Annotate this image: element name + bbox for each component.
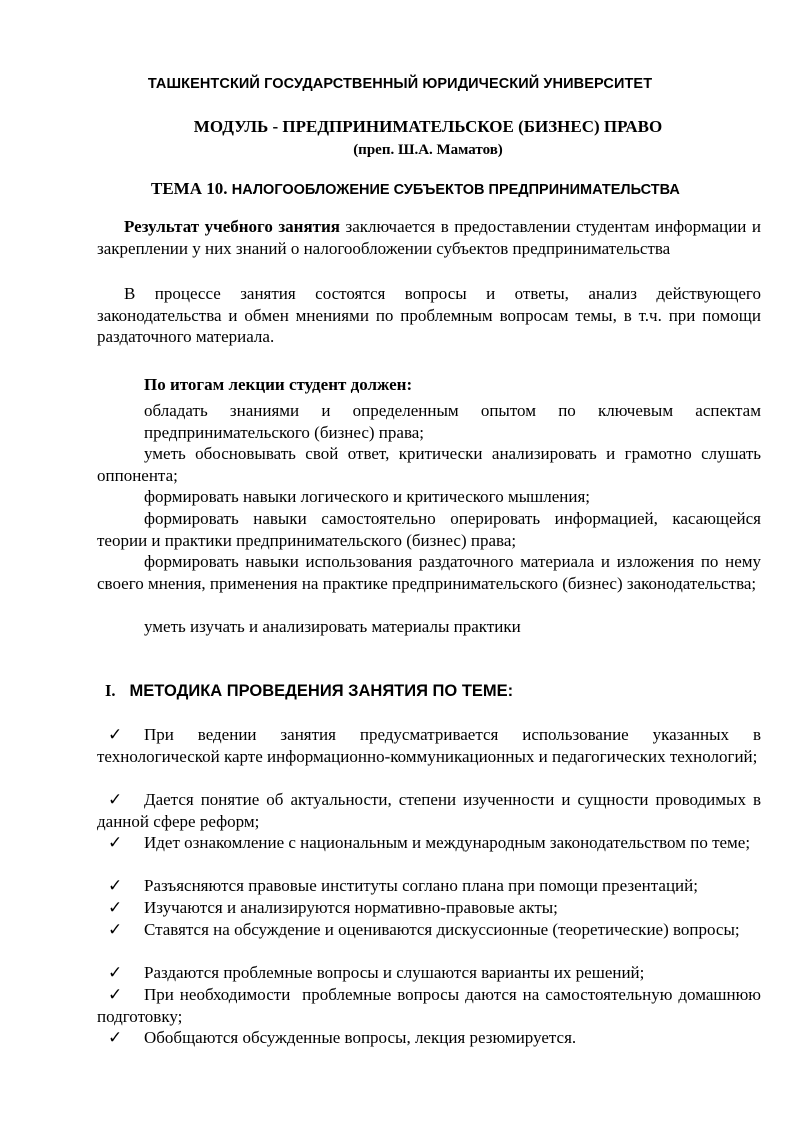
method-item: Обобщаются обсужденные вопросы, лекция резюмируется.: [144, 1028, 577, 1047]
method-item: Идет ознакомление с национальным и международным законодательством по теме;: [144, 833, 751, 852]
method-item: При ведении занятия предусматривается использование указанных в технологической карте информационно-коммуникационных и педагогических технологий;: [97, 725, 761, 766]
university-title: ТАШКЕНТСКИЙ ГОСУДАРСТВЕННЫЙ ЮРИДИЧЕСКИЙ УНИВЕРСИТЕТ: [147, 76, 653, 92]
topic-title: [151, 179, 680, 199]
outcome-item: обладать знаниями и определенным опытом по ключевым аспектам предпринимательского (бизнес) права;: [144, 401, 761, 442]
checkmark-icon: ✓: [108, 920, 123, 939]
teacher-line: (преп. Ш.А. Маматов): [353, 142, 503, 158]
checkmark-icon: ✓: [108, 876, 123, 895]
outcomes-title: По итогам лекции студент должен:: [144, 375, 413, 394]
checkmark-icon: ✓: [108, 833, 123, 852]
section-title: МЕТОДИКА ПРОВЕДЕНИЯ ЗАНЯТИЯ ПО ТЕМЕ:: [129, 682, 514, 700]
method-item: Ставятся на обсуждение и оцениваются дискуссионные (теоретические) вопросы;: [144, 920, 740, 939]
intro-paragraph-2: В процессе занятия состоятся вопросы и ответы, анализ действующего законодательства и обмен мнениями по проблемным вопросам темы, в т.ч. при помощи раздаточного материала.: [97, 284, 761, 346]
intro-bold-lead: Результат учебного занятия: [124, 217, 340, 236]
checkmark-icon: ✓: [108, 963, 123, 982]
outcome-item: формировать навыки самостоятельно оперировать информацией, касающейся теории и практики предпринимательского (бизнес) права;: [97, 509, 761, 550]
intro-paragraph-1: [97, 216, 761, 259]
checkmark-icon: ✓: [108, 985, 123, 1004]
method-item: Дается понятие об актуальности, степени изученности и сущности проводимых в данной сфере реформ;: [97, 790, 761, 831]
checkmark-icon: ✓: [108, 1028, 123, 1047]
checkmark-icon: ✓: [108, 898, 123, 917]
checkmark-icon: ✓: [108, 725, 123, 744]
section-heading: [105, 681, 513, 701]
intro-paragraph-1-text: заключается в предоставлении студентам информации и закреплении у них знаний о налогообложении субъектов предпринимательства: [97, 217, 761, 258]
outcome-item: уметь обосновывать свой ответ, критически анализировать и грамотно слушать оппонента;: [97, 444, 761, 485]
method-item: При необходимости проблемные вопросы даются на самостоятельную домашнюю подготовку;: [97, 985, 766, 1026]
method-item: Изучаются и анализируются нормативно-правовые акты;: [144, 898, 558, 917]
section-numeral: I.: [105, 681, 116, 700]
method-item: Раздаются проблемные вопросы и слушаются варианты их решений;: [144, 963, 645, 982]
checkmark-icon: ✓: [108, 790, 123, 809]
method-item: Разъясняются правовые институты соглано плана при помощи презентаций;: [144, 876, 698, 895]
outcome-item: формировать навыки логического и критического мышления;: [144, 487, 590, 506]
outcome-item: уметь изучать и анализировать материалы практики: [144, 617, 521, 636]
module-title: МОДУЛЬ - ПРЕДПРИНИМАТЕЛЬСКОЕ (БИЗНЕС) ПРАВО: [193, 117, 663, 136]
topic-prefix: ТЕМА 10.: [151, 179, 232, 198]
outcome-item: формировать навыки использования раздаточного материала и изложения по нему своего мнения, применения на практике предпринимательского (бизнес) законодательства;: [97, 552, 761, 593]
topic-name: НАЛОГООБЛОЖЕНИЕ СУБЪЕКТОВ ПРЕДПРИНИМАТЕЛЬСТВА: [231, 182, 680, 198]
